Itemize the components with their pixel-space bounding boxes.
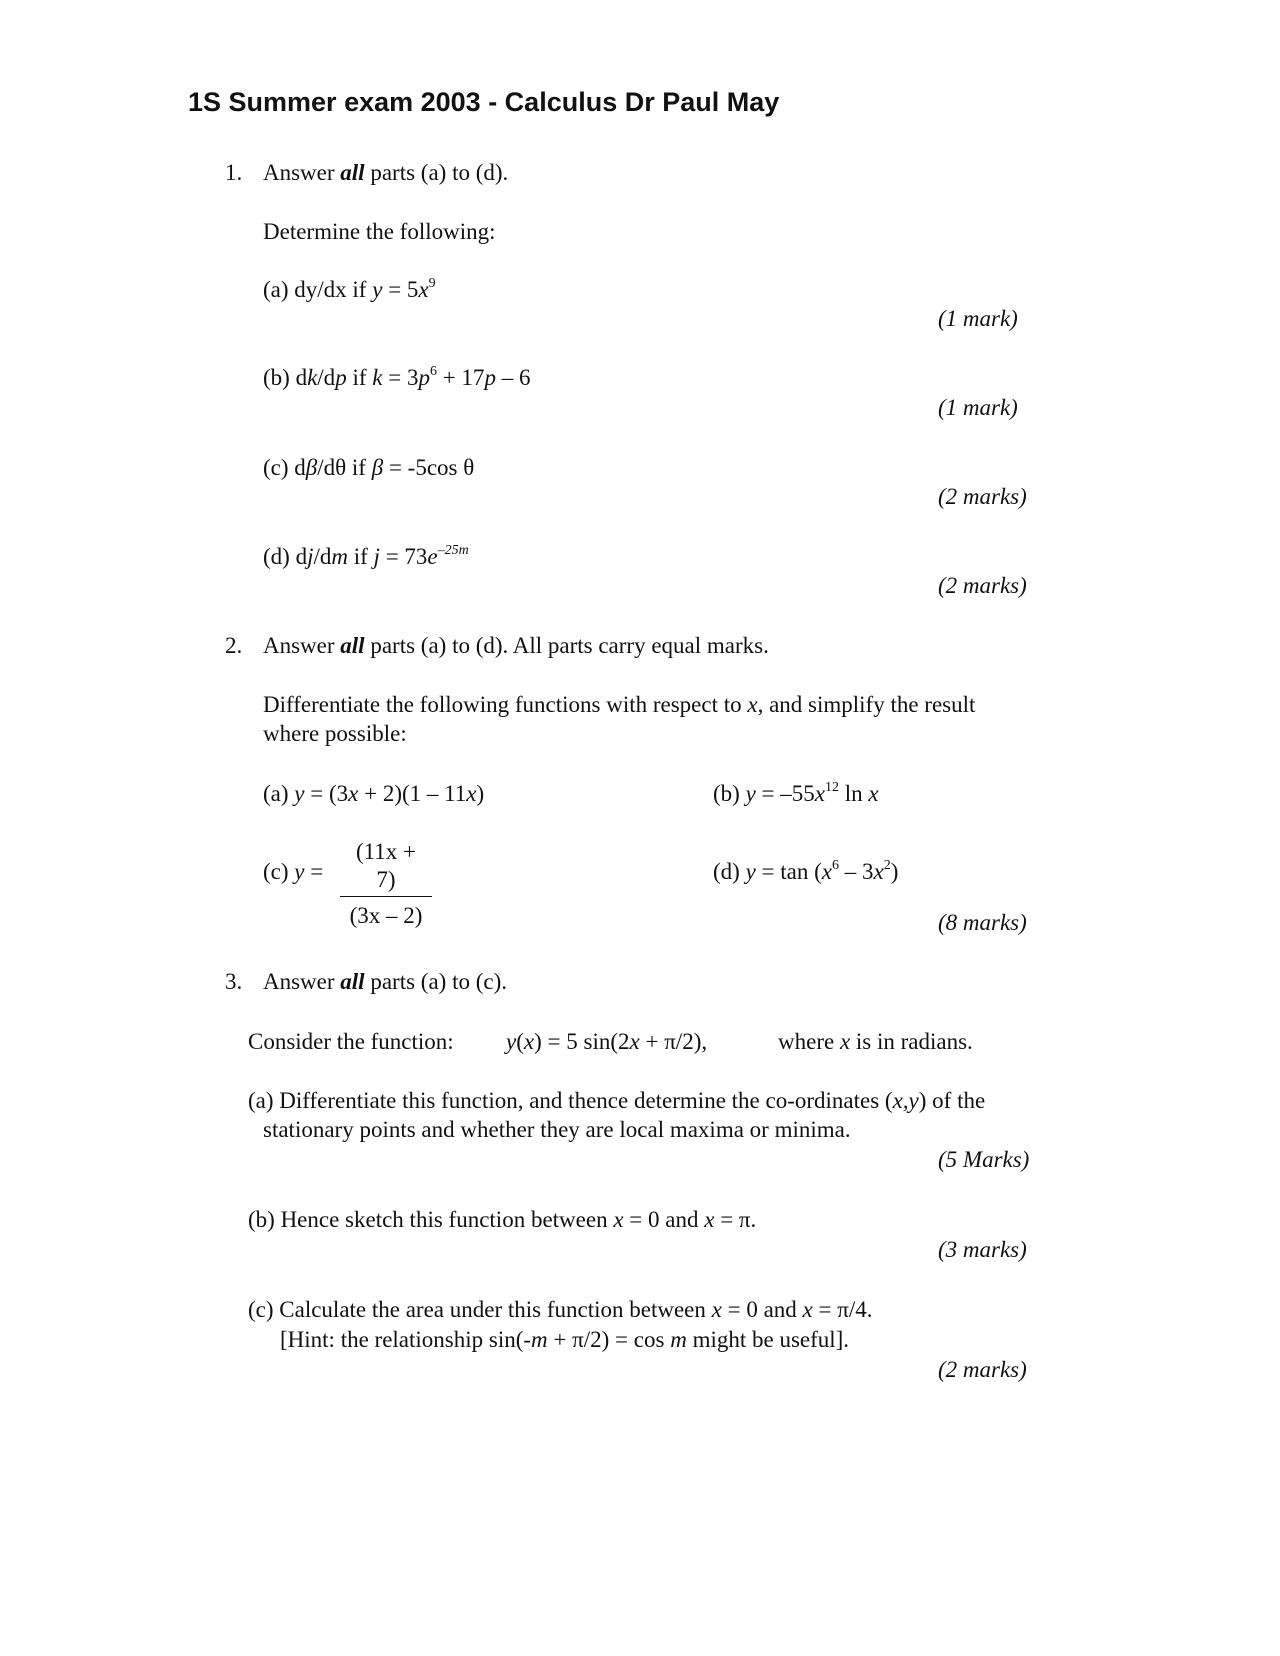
q1-instruction: Determine the following:: [263, 219, 496, 244]
q1-part-a-marks: (1 mark): [938, 306, 1018, 331]
q3-part-a-marks: (5 Marks): [938, 1147, 1030, 1172]
q1-part-a: (a) dy/dx if $y = 5x^9$: [263, 276, 436, 302]
q3-part-b-marks: (3 marks): [938, 1237, 1027, 1262]
q3-number: 3.: [225, 969, 243, 994]
q3-part-c: (c) Calculate the area under this function between x = 0 and x = π/4.: [248, 1297, 873, 1322]
q1-part-b: (b) dk/dp if $k = 3p^6 + 17p - 6$: [263, 364, 531, 390]
q2-part-c-fraction: [340, 838, 432, 930]
q3-consider: Consider the function:: [248, 1029, 454, 1054]
q1-part-b-marks: (1 mark): [938, 395, 1018, 420]
q1-part-d: (d) dj/dm if $j = 73e^{-25m}$: [263, 543, 469, 569]
q3-part-a-line1: (a) Differentiate this function, and thence determine the co-ordinates (x,y) of the: [248, 1088, 986, 1113]
q3-part-b: (b) Hence sketch this function between x = 0 and x = π.: [248, 1207, 757, 1232]
q2-number: 2.: [225, 633, 243, 658]
q2-intro: Answer all parts (a) to (d). All parts carry equal marks.: [263, 633, 769, 658]
q3-intro: Answer all parts (a) to (c).: [263, 969, 507, 994]
q2-part-d: (d) $y = \tan (x^6 - 3x^2)$: [713, 858, 899, 884]
q3-part-a-line2: stationary points and whether they are local maxima or minima.: [263, 1117, 851, 1142]
q2-marks: (8 marks): [938, 910, 1027, 935]
q2-instruction: Differentiate the following functions with respect to x, and simplify the result: [263, 692, 976, 717]
q1-number: 1.: [225, 160, 243, 185]
q2-part-b: (b) $y = -55x^{12}$ ln x: [713, 780, 879, 806]
q1-part-c: (c) dβ/dθ if β = -5cos θ: [263, 455, 475, 480]
q2-instruction-line2: where possible:: [263, 721, 407, 746]
q3-where: where x is in radians.: [778, 1029, 973, 1054]
q1-part-d-marks: (2 marks): [938, 573, 1027, 598]
q2-part-c-denominator: (3x – 2): [349, 903, 423, 929]
q1-intro: Answer all parts (a) to (d).: [263, 160, 509, 185]
q1-part-c-marks: (2 marks): [938, 484, 1027, 509]
q2-part-a: (a) y = (3x + 2)(1 – 11x): [263, 781, 485, 806]
q3-function: y(x) = 5 sin(2x + π/2),: [506, 1029, 708, 1054]
q2-part-c-label: (c) y =: [263, 859, 324, 884]
q3-part-c-marks: (2 marks): [938, 1357, 1027, 1382]
q3-part-c-hint: [Hint: the relationship sin(-m + π/2) = cos m might be useful].: [280, 1327, 850, 1352]
page-title: 1S Summer exam 2003 - Calculus Dr Paul May: [188, 87, 780, 117]
q2-part-c-numerator: (11x + 7): [340, 838, 432, 897]
